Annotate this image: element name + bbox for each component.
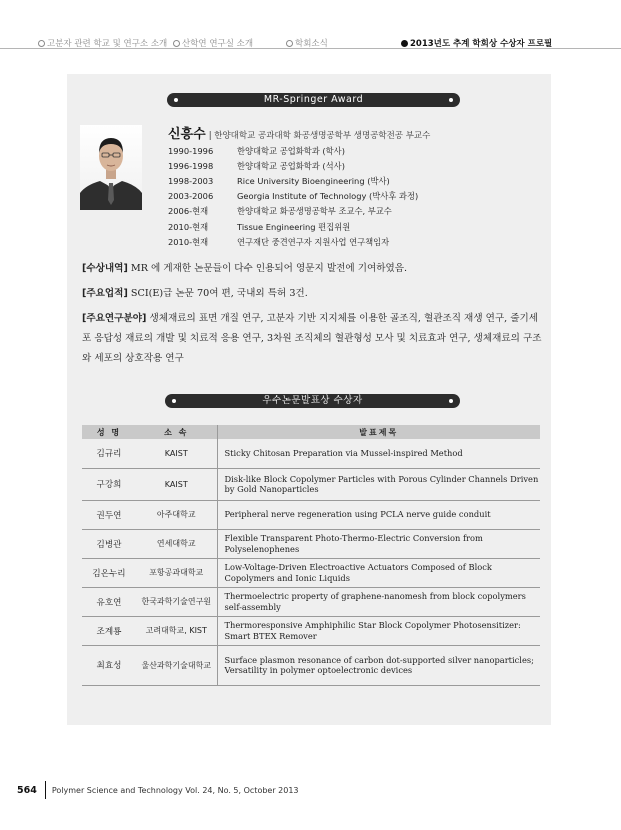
table-row	[82, 587, 540, 616]
journal-citation: Polymer Science and Technology Vol. 24, No. 5, October 2013	[51, 785, 299, 795]
filled-circle-bullet-icon	[401, 40, 408, 47]
nav-item-label: 학회소식	[295, 39, 328, 49]
table-row	[82, 616, 540, 645]
portrait-image	[80, 125, 142, 210]
awardee-affiliation: 한국과학기술연구원	[136, 587, 217, 616]
award-reason	[82, 259, 542, 279]
page-footer	[17, 781, 299, 799]
awardees-table	[82, 425, 540, 686]
research-areas-label: [주요연구분야]	[82, 313, 147, 324]
awardee-affiliation: KAIST	[136, 468, 217, 500]
award-title: MR-Springer Award	[263, 94, 364, 105]
column-header-name: 성 명	[82, 425, 136, 439]
nav-item-label: 2013년도 추계 학회상 수상자 프로필	[410, 39, 553, 49]
nav-item-label: 고분자 관련 학교 및 연구소 소개	[47, 39, 168, 49]
presentation-title: Thermoresponsive Amphiphilic Star Block Copolymer Photosensitizer: Smart BTEX Remover	[217, 616, 540, 645]
awardee-name: 조계룡	[82, 616, 136, 645]
awardee-affiliation: 울산과학기술대학교	[136, 645, 217, 685]
table-row	[82, 529, 540, 558]
footer-divider	[45, 781, 46, 799]
career-period: 2010-현재	[168, 221, 209, 232]
page-number: 564	[17, 784, 37, 796]
career-item	[168, 189, 418, 204]
circle-bullet-icon	[38, 40, 45, 47]
career-period: 2006-현재	[168, 206, 209, 217]
research-areas	[82, 309, 542, 369]
circle-bullet-icon	[173, 40, 180, 47]
presentation-title: Peripheral nerve regeneration using PCLA nerve guide conduit	[217, 500, 540, 529]
career-item	[168, 204, 418, 219]
column-header-title: 발표제목	[217, 425, 540, 439]
circle-bullet-icon	[286, 40, 293, 47]
awardee-affiliation: 연세대학교	[136, 529, 217, 558]
major-achievements	[82, 284, 542, 304]
career-desc: Rice University Bioengineering (박사)	[237, 175, 390, 186]
awardee-name: 김규리	[82, 439, 136, 468]
dot-icon	[174, 98, 178, 102]
table-row	[82, 645, 540, 685]
career-desc: 한양대학교 공업화학과 (석사)	[237, 160, 345, 171]
career-item	[168, 219, 418, 234]
career-desc: 한양대학교 공업화학과 (학사)	[237, 145, 345, 156]
top-navigation	[0, 0, 621, 56]
presentation-title: Low-Voltage-Driven Electroactive Actuators Composed of Block Copolymers and Ionic Liquids	[217, 558, 540, 587]
presentation-title: Thermoelectric property of graphene-nanomesh from block copolymers self-assembly	[217, 587, 540, 616]
award-banner	[167, 93, 460, 107]
presentation-title: Surface plasmon resonance of carbon dot-supported silver nanoparticles; Versatility in polymer optoelectronic devices	[217, 645, 540, 685]
career-desc: 연구재단 중견연구자 지원사업 연구책임자	[237, 236, 390, 247]
recipient-photo	[80, 125, 142, 210]
nav-divider	[0, 48, 621, 49]
career-item	[168, 143, 418, 158]
recipient-name: 신흥수	[168, 127, 206, 142]
award-reason-text: MR 에 게재한 논문들이 다수 인용되어 영문지 발전에 기여하였음.	[130, 263, 408, 274]
table-header-row	[82, 425, 540, 439]
awardee-affiliation: 고려대학교, KIST	[136, 616, 217, 645]
career-desc: 한양대학교 화공생명공학부 조교수, 부교수	[237, 206, 392, 217]
recipient-affiliation: | 한양대학교 공과대학 화공생명공학부 생명공학전공 부교수	[208, 131, 431, 141]
awardee-name: 최효성	[82, 645, 136, 685]
awardee-name: 김병관	[82, 529, 136, 558]
presentation-title: Sticky Chitosan Preparation via Mussel-inspired Method	[217, 439, 540, 468]
major-achievements-text: SCI(E)급 논문 70여 편, 국내외 특허 3건.	[130, 288, 308, 299]
table-row	[82, 500, 540, 529]
awardee-name: 권두연	[82, 500, 136, 529]
career-period: 1998-2003	[168, 175, 214, 186]
career-item	[168, 158, 418, 173]
presentation-title: Disk-like Block Copolymer Particles with Porous Cylinder Channels Driven by Gold Nanoparticles	[217, 468, 540, 500]
career-item	[168, 234, 418, 249]
career-desc: Tissue Engineering 편집위원	[237, 221, 351, 232]
awardee-name: 구강희	[82, 468, 136, 500]
recipient-heading	[168, 123, 430, 142]
awardee-affiliation: 아주대학교	[136, 500, 217, 529]
career-period: 1996-1998	[168, 160, 214, 171]
award-reason-label: [수상내역]	[82, 263, 128, 274]
awardee-affiliation: KAIST	[136, 439, 217, 468]
nav-item-label: 산학연 연구실 소개	[182, 39, 254, 49]
column-header-affiliation: 소 속	[136, 425, 217, 439]
table-row	[82, 468, 540, 500]
table-row	[82, 558, 540, 587]
career-period: 1990-1996	[168, 145, 214, 156]
career-item	[168, 173, 418, 188]
paper-award-banner	[165, 394, 460, 408]
dot-icon	[449, 399, 453, 403]
table-row	[82, 439, 540, 468]
dot-icon	[449, 98, 453, 102]
dot-icon	[172, 399, 176, 403]
career-list	[168, 143, 418, 249]
paper-award-title: 우수논문발표상 수상자	[262, 395, 363, 406]
awardee-affiliation: 포항공과대학교	[136, 558, 217, 587]
awardee-name: 김온누리	[82, 558, 136, 587]
career-period: 2003-2006	[168, 191, 214, 202]
awardee-name: 유호연	[82, 587, 136, 616]
career-period: 2010-현재	[168, 236, 209, 247]
research-areas-text: 생체재료의 표면 개질 연구, 고분자 기반 지지체를 이용한 골조직, 혈관조직 재생 연구, 줄기세포 응답성 재료의 개발 및 치료적 응용 연구, 3차원 조직체의 혈관형성 모사 및 치료효과 연구, 생체재료의 구조와 세포의 상호작용 연구	[82, 313, 542, 364]
major-achievements-label: [주요업적]	[82, 288, 128, 299]
career-desc: Georgia Institute of Technology (박사후 과정)	[237, 191, 419, 202]
presentation-title: Flexible Transparent Photo-Thermo-Electric Conversion from Polyselenophenes	[217, 529, 540, 558]
